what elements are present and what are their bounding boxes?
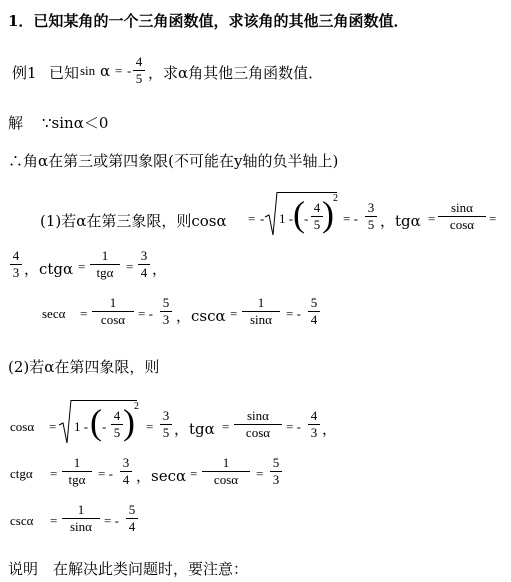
example-fraction bbox=[133, 55, 145, 86]
case2-sec-eq: = bbox=[190, 466, 198, 481]
case1-tg-fraction bbox=[438, 201, 486, 232]
case2-comma: ， bbox=[322, 420, 338, 438]
sqrt-vinculum bbox=[277, 192, 337, 193]
case1-comma: ， bbox=[152, 260, 168, 278]
fraction-numerator: 4 bbox=[313, 200, 321, 215]
left-paren: ( bbox=[293, 194, 305, 234]
example-text: 已知 bbox=[49, 64, 80, 82]
case1-intro: (1)若α在第三象限，则cosα bbox=[40, 212, 227, 230]
case1-tg-eq2: = bbox=[489, 211, 497, 226]
case2-cos-label: cosα bbox=[10, 419, 35, 434]
fraction-denominator: cosα bbox=[245, 425, 271, 440]
fraction-denominator: cosα bbox=[213, 472, 239, 487]
solution-label: 解 bbox=[8, 114, 24, 132]
case1-tg-eq: = bbox=[428, 211, 436, 226]
case2-ctg-result bbox=[120, 456, 132, 487]
fraction-numerator: 3 bbox=[367, 200, 375, 215]
fraction-denominator: sinα bbox=[70, 519, 92, 534]
case2-csc-eq2: = - bbox=[104, 513, 119, 528]
fraction-numerator: 4 bbox=[310, 408, 318, 423]
fraction-numerator: 1 bbox=[109, 295, 117, 310]
case2-eq2: = bbox=[146, 419, 154, 434]
case2-sec-result bbox=[270, 456, 282, 487]
case2-ctg-fraction bbox=[62, 456, 92, 487]
case2-csc-eq: = bbox=[50, 513, 58, 528]
fraction-denominator: 5 bbox=[162, 425, 170, 440]
case1-tg-label: ，tgα bbox=[380, 212, 421, 230]
because-line: ∵sinα＜0 bbox=[42, 114, 109, 132]
example-eq: = bbox=[115, 63, 123, 78]
case2-csc-result bbox=[126, 503, 138, 534]
fraction-numerator: 1 bbox=[257, 295, 265, 310]
case1-one-minus: 1 - bbox=[279, 211, 294, 226]
case2-inner-fraction bbox=[111, 409, 123, 440]
case1-sec-result bbox=[160, 296, 172, 327]
case2-sec-fraction bbox=[202, 456, 250, 487]
fraction-denominator: 4 bbox=[122, 472, 130, 487]
fraction-numerator: 5 bbox=[128, 502, 136, 517]
case1-eq: = bbox=[248, 211, 256, 226]
fraction-numerator: 1 bbox=[222, 455, 230, 470]
case2-tg-fraction bbox=[234, 409, 282, 440]
fraction-numerator: 5 bbox=[272, 455, 280, 470]
therefore-line: ∴角α在第三或第四象限(不可能在y轴的负半轴上) bbox=[8, 152, 339, 170]
fraction-denominator: 3 bbox=[272, 472, 280, 487]
case2-sec-eq2: = bbox=[256, 466, 264, 481]
case1-sec-eq2: = - bbox=[138, 306, 153, 321]
case2-cos-eq: = bbox=[49, 419, 57, 434]
fraction-numerator: 3 bbox=[122, 455, 130, 470]
case1-ctg-eq2: = bbox=[126, 259, 134, 274]
case2-cos-result bbox=[160, 409, 172, 440]
fraction-denominator: 4 bbox=[310, 312, 318, 327]
case1-exponent: 2 bbox=[333, 193, 338, 204]
left-paren: ( bbox=[90, 402, 102, 442]
example-alpha: α bbox=[100, 62, 111, 80]
case2-ctg-eq: = bbox=[50, 466, 58, 481]
fraction-denominator: 4 bbox=[128, 519, 136, 534]
case1-ctg-eq: = bbox=[78, 259, 86, 274]
case2-inner-neg: - bbox=[102, 419, 107, 434]
fraction-numerator: 5 bbox=[310, 295, 318, 310]
case2-tg-eq: = bbox=[222, 419, 230, 434]
case2-tg-label: ，tgα bbox=[174, 420, 215, 438]
fraction-numerator: sinα bbox=[451, 200, 473, 215]
case2-csc-label: cscα bbox=[10, 513, 34, 528]
case1-csc-result bbox=[308, 296, 320, 327]
case1-csc-eq: = bbox=[230, 306, 238, 321]
fraction-denominator: 5 bbox=[135, 71, 143, 86]
fraction-numerator: 3 bbox=[140, 248, 148, 263]
case1-ctg-result bbox=[138, 249, 150, 280]
case1-cos-result bbox=[365, 201, 377, 232]
right-paren: ) bbox=[322, 194, 334, 234]
case2-one-minus: 1 - bbox=[74, 419, 89, 434]
case2-exponent: 2 bbox=[134, 401, 139, 412]
case1-csc-eq2: = - bbox=[286, 306, 301, 321]
fraction-denominator: 5 bbox=[313, 217, 321, 232]
case2-intro: (2)若α在第四象限，则 bbox=[8, 358, 160, 376]
fraction-numerator: 4 bbox=[113, 408, 121, 423]
case2-ctg-label: ctgα bbox=[10, 466, 33, 481]
fraction-denominator: tgα bbox=[68, 472, 86, 487]
fraction-denominator: cosα bbox=[449, 217, 475, 232]
fraction-denominator: 3 bbox=[12, 265, 20, 280]
case1-sec-label: secα bbox=[42, 306, 66, 321]
fraction-numerator: 4 bbox=[12, 248, 20, 263]
case1-inner-neg: - bbox=[304, 211, 309, 226]
sqrt-sign bbox=[58, 399, 72, 445]
fraction-numerator: sinα bbox=[247, 408, 269, 423]
fraction-denominator: 5 bbox=[113, 425, 121, 440]
example-label: 例1 bbox=[12, 64, 37, 82]
note-line: 说明 在解决此类问题时，要注意： bbox=[8, 560, 249, 578]
fraction-numerator: 5 bbox=[162, 295, 170, 310]
sqrt-vinculum bbox=[71, 400, 137, 401]
example-sin: sin bbox=[80, 63, 96, 78]
fraction-numerator: 1 bbox=[101, 248, 109, 263]
fraction-numerator: 4 bbox=[135, 54, 143, 69]
fraction-denominator: 3 bbox=[162, 312, 170, 327]
case1-sec-eq: = bbox=[80, 306, 88, 321]
case1-ctg-label: ，ctgα bbox=[24, 260, 74, 278]
fraction-numerator: 3 bbox=[162, 408, 170, 423]
case1-sec-fraction bbox=[92, 296, 134, 327]
case2-csc-fraction bbox=[62, 503, 100, 534]
section-title: 1．已知某角的一个三角函数值，求该角的其他三角函数值． bbox=[8, 12, 409, 30]
fraction-numerator: 1 bbox=[77, 502, 85, 517]
case1-ctg-fraction bbox=[90, 249, 120, 280]
case2-ctg-eq2: = - bbox=[98, 466, 113, 481]
case1-eq2: = - bbox=[343, 211, 358, 226]
case2-sec-label: ，secα bbox=[136, 467, 187, 485]
fraction-denominator: sinα bbox=[250, 312, 272, 327]
fraction-numerator: 1 bbox=[73, 455, 81, 470]
case1-tg-result bbox=[10, 249, 22, 280]
sqrt-sign bbox=[264, 191, 278, 237]
fraction-denominator: 4 bbox=[140, 265, 148, 280]
case1-csc-label: ，cscα bbox=[176, 307, 226, 325]
case2-tg-eq2: = - bbox=[286, 419, 301, 434]
example-neg: - bbox=[127, 63, 132, 78]
example-tail: ，求α角其他三角函数值． bbox=[148, 64, 324, 82]
fraction-denominator: 5 bbox=[367, 217, 375, 232]
right-paren: ) bbox=[123, 402, 135, 442]
case1-neg: - bbox=[260, 211, 265, 226]
fraction-denominator: cosα bbox=[100, 312, 126, 327]
fraction-denominator: tgα bbox=[96, 265, 114, 280]
fraction-denominator: 3 bbox=[310, 425, 318, 440]
case2-tg-result bbox=[308, 409, 320, 440]
case1-csc-fraction bbox=[242, 296, 280, 327]
